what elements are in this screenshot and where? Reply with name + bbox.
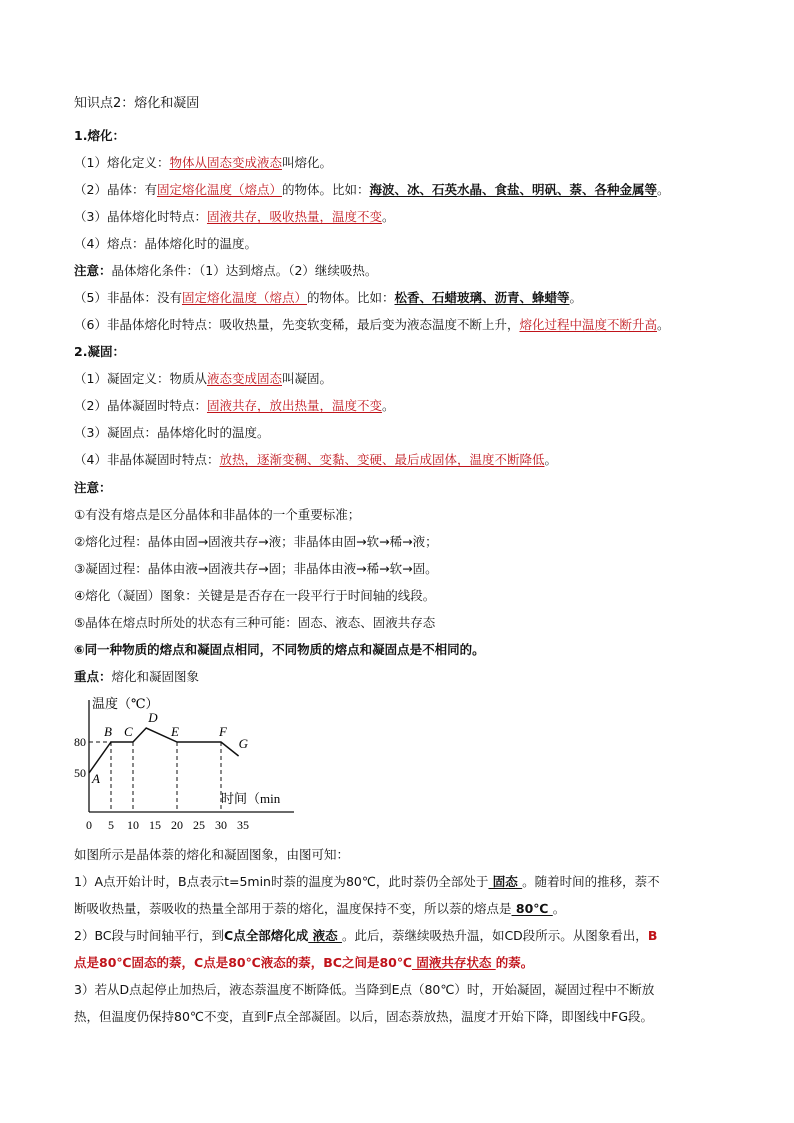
answer-blank: 固液共存，放出热量，温度不变	[206, 398, 382, 413]
answer-blank: 固态	[488, 874, 523, 889]
x-tick-label: 5	[108, 818, 114, 832]
graph-intro: 如图所示是晶体萘的熔化和凝固图象，由图可知：	[74, 847, 350, 862]
amorphous-definition: （5）非晶体：没有固定熔化温度（熔点）的物体。比如：松香、石蜡玻璃、沥青、蜂蜡等。	[74, 290, 583, 305]
answer-blank: 固定熔化温度（熔点）	[156, 182, 282, 197]
x-tick-label: 25	[193, 818, 205, 832]
note-item: ⑥同一种物质的熔点和凝固点相同，不同物质的熔点和凝固点是不相同的。	[74, 642, 485, 657]
solidifying-paragraph-line1: 3）若从D点起停止加热后，液态萘温度不断降低。当降到E点（80℃）时，开始凝固，凝固过程中不断放	[74, 982, 655, 997]
note-item: ④熔化（凝固）图象：关键是是否存在一段平行于时间轴的线段。	[74, 588, 436, 603]
point-label: B	[104, 724, 112, 739]
section-title: 知识点2：熔化和凝固	[74, 96, 200, 111]
notes-heading: 注意：	[74, 480, 112, 495]
answer-blank: 松香、石蜡玻璃、沥青、蜂蜡等	[394, 290, 570, 305]
note-item: ③凝固过程：晶体由液→固液共存→固；非晶体由液→稀→软→固。	[74, 561, 438, 576]
answer-blank: 物体从固态变成液态	[169, 155, 282, 170]
point-label: G	[238, 735, 248, 751]
note-item: ①有没有熔点是区分晶体和非晶体的一个重要标准；	[74, 507, 361, 522]
crystal-definition: （2）晶体：有固定熔化温度（熔点）的物体。比如：海波、冰、石英水晶、食盐、明矾、萘、各种金属等。	[74, 182, 670, 197]
solidifying-paragraph-line2: 热，但温度仍保持80℃不变，直到F点全部凝固。以后，固态萘放热，温度才开始下降，即图线中FG段。	[74, 1009, 654, 1024]
note-item: ⑤晶体在熔点时所处的状态有三种可能：固态、液态、固液共存态	[74, 615, 436, 630]
solidification-definition: （1）凝固定义：物质从液态变成固态叫凝固。	[74, 371, 332, 386]
melting-condition-note: 注意：晶体熔化条件：（1）达到熔点。（2）继续吸热。	[74, 263, 378, 278]
x-tick-label: 0	[86, 818, 92, 832]
answer-blank: 海波、冰、石英水晶、食盐、明矾、萘、各种金属等	[369, 182, 658, 197]
crystal-melting-feature: （3）晶体熔化时特点：固液共存，吸收热量，温度不变。	[74, 209, 395, 224]
crystal-solidification-feature: （2）晶体凝固时特点：固液共存，放出热量，温度不变。	[74, 398, 395, 413]
melting-curve-chart	[68, 690, 308, 840]
answer-blank: 熔化过程中温度不断升高	[519, 317, 657, 332]
melting-heading: 1.熔化：	[74, 128, 125, 143]
answer-blank: 固液共存状态	[411, 955, 496, 970]
solidification-heading: 2.凝固：	[74, 344, 125, 359]
melting-point-line: （4）熔点：晶体熔化时的温度。	[74, 236, 257, 251]
point-label: A	[92, 771, 100, 786]
melting-definition: （1）熔化定义：物体从固态变成液态叫熔化。	[74, 155, 332, 170]
bc-segment-paragraph-line2: 点是80℃固态的萘，C点是80℃液态的萘，BC之间是80℃ 固液共存状态 的萘。	[74, 955, 534, 970]
focus-label: 重点：熔化和凝固图象	[74, 669, 200, 684]
point-b-paragraph-line1: 1）A点开始计时，B点表示t=5min时萘的温度为80℃，此时萘仍全部处于 固态 。随着时间的推移，萘不	[74, 874, 660, 889]
x-tick-label: 20	[171, 818, 183, 832]
y-tick-label: 80	[74, 735, 86, 749]
x-tick-label: 35	[237, 818, 249, 832]
y-tick-label: 50	[74, 766, 86, 780]
point-label: D	[148, 710, 158, 726]
answer-blank: 液态变成固态	[206, 371, 282, 386]
answer-blank: 固定熔化温度（熔点）	[181, 290, 307, 305]
x-tick-label: 30	[215, 818, 227, 832]
point-label: E	[171, 724, 179, 739]
x-axis-label: 时间（min	[221, 791, 281, 806]
point-label: F	[219, 724, 227, 739]
x-tick-label: 10	[127, 818, 139, 832]
answer-blank: 液态	[308, 928, 342, 943]
amorphous-melting-feature: （6）非晶体熔化时特点：吸收热量，先变软变稀，最后变为液态温度不断上升，熔化过程中温度不断升高。	[74, 317, 670, 332]
point-label: C	[124, 724, 133, 739]
answer-blank: 放热，逐渐变稠、变黏、变硬、最后成固体，温度不断降低	[219, 452, 545, 467]
answer-blank: 80℃	[511, 901, 553, 916]
answer-blank: 固液共存，吸收热量，温度不变	[206, 209, 382, 224]
amorphous-solidification-feature: （4）非晶体凝固时特点：放热，逐渐变稠、变黏、变硬、最后成固体，温度不断降低。	[74, 452, 557, 467]
x-tick-label: 15	[149, 818, 161, 832]
freezing-point-line: （3）凝固点：晶体熔化时的温度。	[74, 425, 270, 440]
note-item: ②熔化过程：晶体由固→固液共存→液；非晶体由固→软→稀→液；	[74, 534, 438, 549]
y-axis-label: 温度（℃）	[92, 696, 159, 711]
point-b-paragraph-line2: 断吸收热量，萘吸收的热量全部用于萘的熔化，温度保持不变，所以萘的熔点是 80℃ 。	[74, 901, 566, 916]
bc-segment-paragraph-line1: 2）BC段与时间轴平行，到C点全部熔化成 液态 。此后，萘继续吸热升温，如CD段所示。从图象看出，B	[74, 928, 658, 943]
